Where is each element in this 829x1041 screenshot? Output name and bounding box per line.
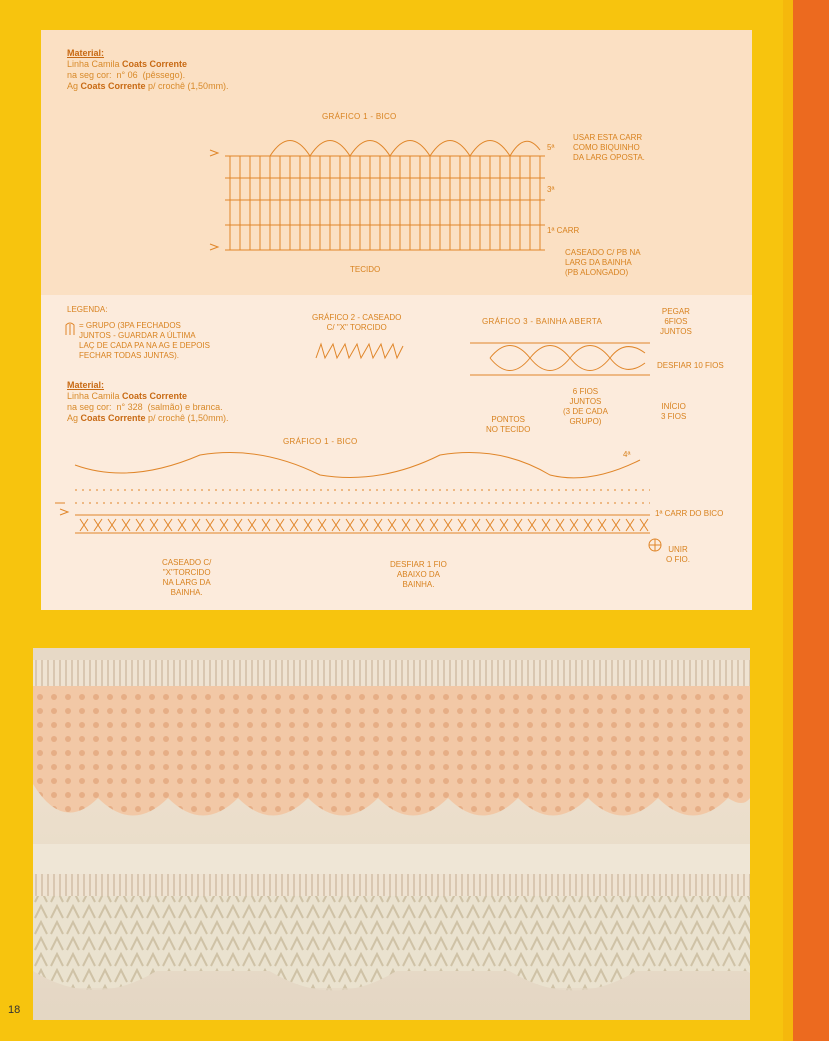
chart-4-row-1: 1ª CARR DO BICO <box>655 509 724 518</box>
chart-3-inicio-note: INÍCIO 3 FIOS <box>661 402 687 421</box>
chart-4-x-stitch <box>472 519 480 531</box>
chart-4-x-stitch <box>332 519 340 531</box>
material-1-line1: Linha Camila <box>67 59 123 69</box>
chart-4-x-stitch <box>80 519 88 531</box>
crochet-photo-illustration <box>33 648 750 1020</box>
material-1-brand: Coats Corrente <box>122 59 188 69</box>
material-2-heading: Material: <box>67 380 105 390</box>
chart-4-x-stitch <box>150 519 158 531</box>
chart-4-x-stitch <box>220 519 228 531</box>
legend-text: = GRUPO (3PA FECHADOS JUNTOS - GUARDAR A ÚLTIMA LAÇ DE CADA PA NA AG E DEPOIS FECHAR TODAS JUNTAS). <box>79 321 211 360</box>
chart-4-x-stitch <box>248 519 256 531</box>
chart-4-x-stitch <box>458 519 466 531</box>
material-2-line1: Linha Camila <box>67 391 123 401</box>
chart-3-title: GRÁFICO 3 - BAINHA ABERTA <box>482 317 603 326</box>
chart-4-x-stitch <box>528 519 536 531</box>
material-1-needle-brand: Coats Corrente <box>80 81 146 91</box>
chart-1-row-3: 3ª <box>547 185 555 194</box>
group-stitch-icon <box>63 321 77 337</box>
chart-4-x-stitch <box>206 519 214 531</box>
chart-1-title: GRÁFICO 1 - BICO <box>322 112 397 121</box>
chart-4-x-stitch <box>136 519 144 531</box>
chart-4-x-stitch <box>374 519 382 531</box>
chart-4-x-stitch <box>276 519 284 531</box>
chart-4-x-stitch <box>402 519 410 531</box>
chart-2-title: GRÁFICO 2 - CASEADO C/ "X" TORCIDO <box>312 313 402 332</box>
chart-4-x-stitch <box>542 519 550 531</box>
chart-4-x-stitch <box>388 519 396 531</box>
material-1-needle-size: p/ crochê (1,50mm). <box>145 81 229 91</box>
chart-4-x-stitch <box>318 519 326 531</box>
material-1-line3: Ag <box>67 81 81 91</box>
material-2-block <box>67 380 229 424</box>
chart-4-x-stitch <box>514 519 522 531</box>
chart-4-x-stitch <box>612 519 620 531</box>
chart-4-x-stitch <box>500 519 508 531</box>
chart-4-title: GRÁFICO 1 - BICO <box>283 437 358 446</box>
chart-4-x-stitch <box>486 519 494 531</box>
chart-2-diagram <box>313 340 408 362</box>
chart-4-x-stitch <box>304 519 312 531</box>
material-1-block <box>67 48 229 92</box>
material-2-line3: Ag <box>67 413 81 423</box>
legend-heading: LEGENDA: <box>67 305 108 314</box>
chart-4-x-stitch <box>360 519 368 531</box>
chart-1-row-1: 1ª CARR <box>547 226 580 235</box>
chart-4-x-stitch <box>108 519 116 531</box>
chart-4-x-stitch <box>122 519 130 531</box>
chart-4-x-stitch <box>416 519 424 531</box>
chart-4-x-stitch <box>626 519 634 531</box>
chart-1-row-5: 5ª <box>547 143 555 152</box>
chart-4-x-stitch <box>584 519 592 531</box>
chart-3-six-threads-note: 6 FIOS JUNTOS (3 DE CADA GRUPO) <box>563 387 608 426</box>
chart-4-x-stitch <box>178 519 186 531</box>
chart-3-pegar-note: PEGAR 6FIOS JUNTOS <box>660 307 692 336</box>
chart-4-x-stitch <box>556 519 564 531</box>
material-2-needle-brand: Coats Corrente <box>80 413 146 423</box>
chart-4-x-stitch <box>262 519 270 531</box>
chart-4-x-stitch <box>570 519 578 531</box>
page-number: 18 <box>8 1004 21 1016</box>
chart-4-caseado-note: CASEADO C/ "X"TORCIDO NA LARG DA BAINHA. <box>162 558 212 597</box>
chart-4-x-stitch <box>234 519 242 531</box>
orange-edge-stripe <box>793 0 829 1041</box>
chart-4-diagram <box>50 445 660 545</box>
crochet-photo <box>33 648 750 1020</box>
chart-4-x-stitch <box>290 519 298 531</box>
material-1-heading: Material: <box>67 48 105 58</box>
yellow-edge-stripe <box>783 0 793 1041</box>
chart-4-x-stitch <box>192 519 200 531</box>
chart-1-note-bottom: CASEADO C/ PB NA LARG DA BAINHA (PB ALONGADO) <box>565 248 641 277</box>
chart-4-x-stitch <box>598 519 606 531</box>
chart-4-x-stitch <box>640 519 648 531</box>
chart-1-note-top: USAR ESTA CARR COMO BIQUINHO DA LARG OPOSTA. <box>573 133 645 162</box>
chart-1-diagram <box>200 120 560 270</box>
join-thread-icon <box>647 537 663 553</box>
chart-3-pontos-note: PONTOS NO TECIDO <box>486 415 531 434</box>
chart-4-x-stitch <box>444 519 452 531</box>
material-2-brand: Coats Corrente <box>122 391 188 401</box>
chart-4-unir-note: UNIR O FIO. <box>666 545 690 564</box>
chart-4-x-stitch <box>346 519 354 531</box>
chart-3-diagram <box>465 328 655 388</box>
material-2-line2: na seg cor: n° 328 (salmão) e branca. <box>67 402 223 412</box>
chart-4-desfiar-note: DESFIAR 1 FIO ABAIXO DA BAINHA. <box>390 560 447 589</box>
chart-4-x-stitch <box>164 519 172 531</box>
chart-1-fabric-label: TECIDO <box>350 265 381 274</box>
chart-4-row-4: 4ª <box>623 450 631 459</box>
material-2-needle-size: p/ crochê (1,50mm). <box>145 413 229 423</box>
material-1-line2: na seg cor: n° 06 (pêssego). <box>67 70 186 80</box>
chart-4-x-stitch <box>94 519 102 531</box>
chart-4-x-stitch <box>430 519 438 531</box>
chart-3-desfiar-note: DESFIAR 10 FIOS <box>657 361 724 370</box>
